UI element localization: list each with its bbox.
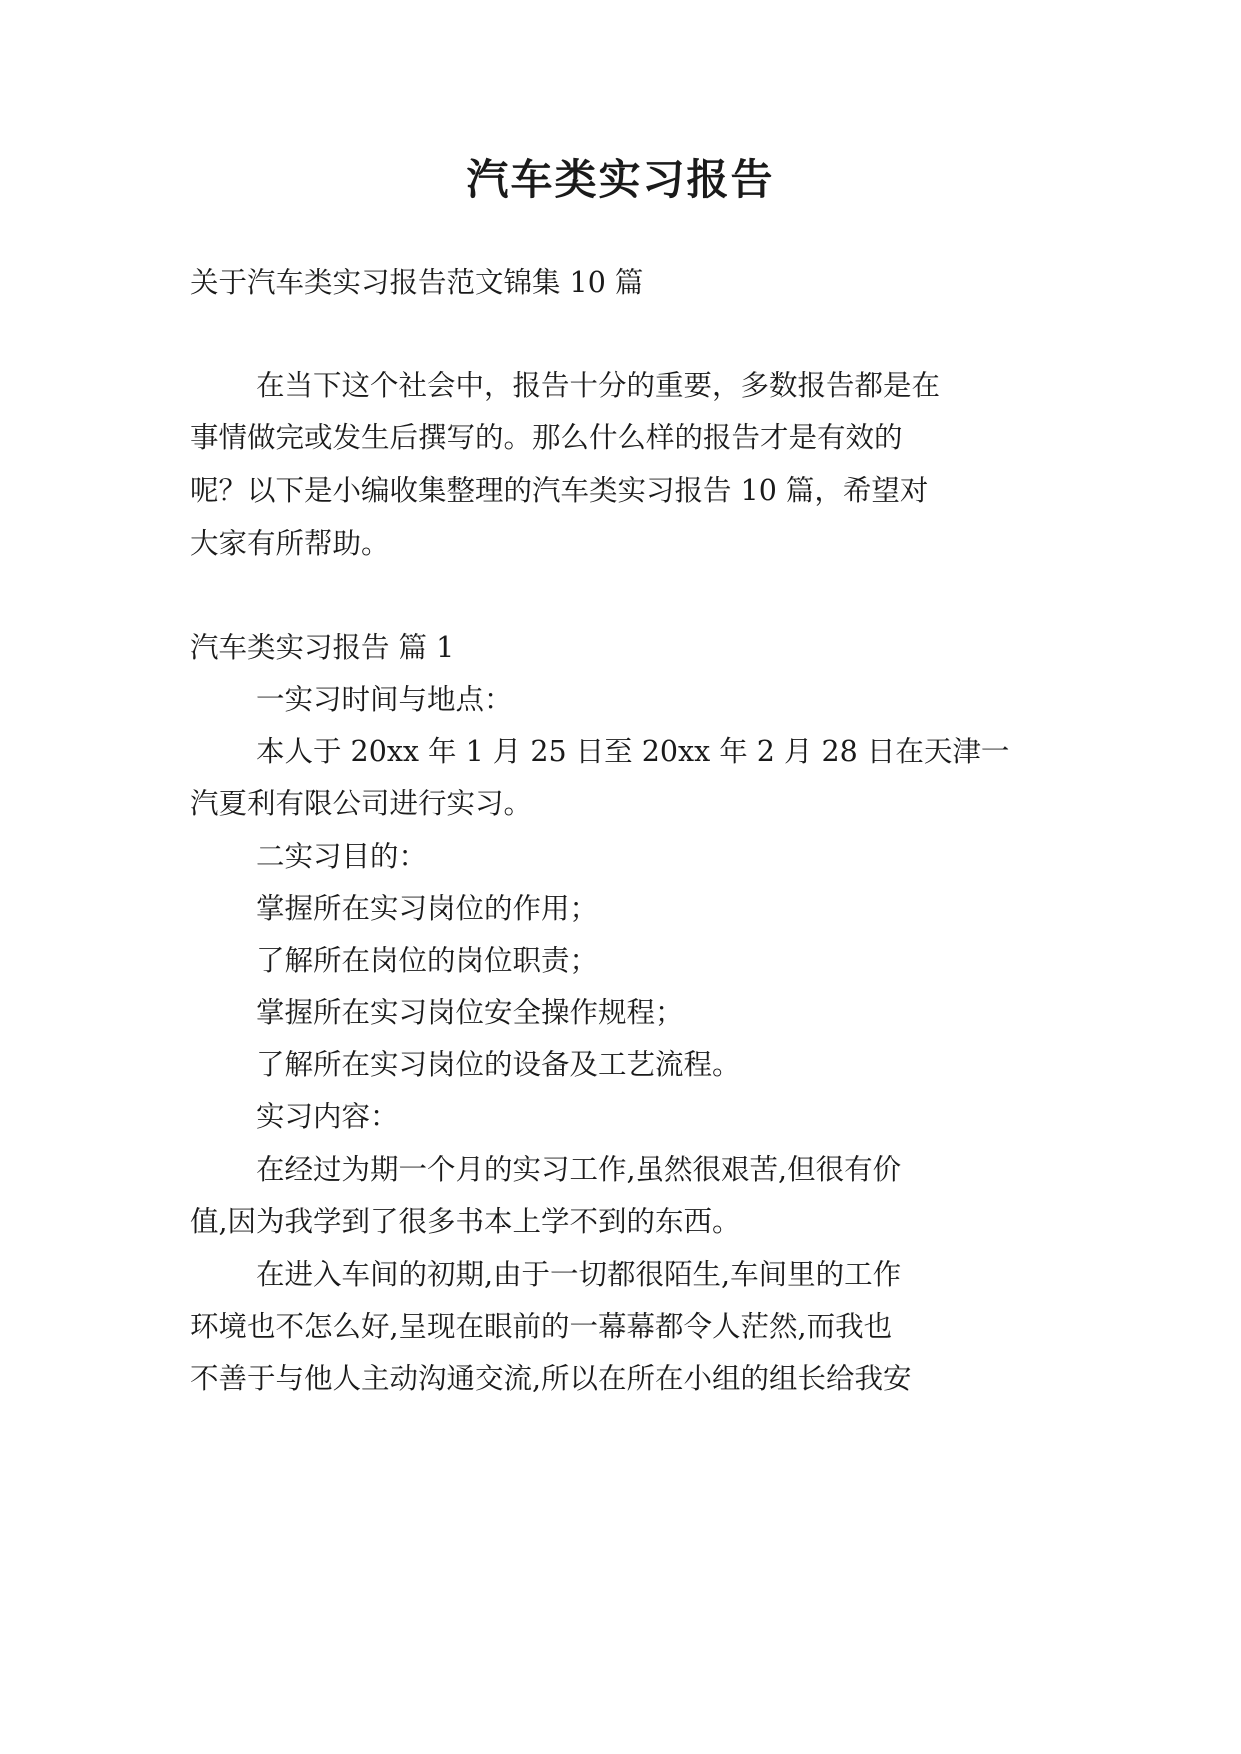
document-subtitle: 关于汽车类实习报告范文锦集 10 篇 bbox=[190, 266, 644, 299]
intro-paragraph-line: 大家有所帮助。 bbox=[190, 527, 390, 560]
section-heading: 汽车类实习报告 篇 1 bbox=[190, 631, 455, 664]
body-line: 在进入车间的初期,由于一切都很陌生,车间里的工作 bbox=[256, 1258, 902, 1291]
body-line: 二实习目的： bbox=[256, 840, 428, 873]
body-line: 掌握所在实习岗位安全操作规程； bbox=[256, 996, 684, 1029]
body-line: 不善于与他人主动沟通交流,所以在所在小组的组长给我安 bbox=[190, 1362, 912, 1395]
body-line: 了解所在实习岗位的设备及工艺流程。 bbox=[256, 1048, 741, 1081]
body-line: 一实习时间与地点： bbox=[256, 683, 513, 716]
body-line: 值,因为我学到了很多书本上学不到的东西。 bbox=[190, 1205, 741, 1238]
intro-paragraph-line: 在当下这个社会中，报告十分的重要，多数报告都是在 bbox=[256, 369, 941, 402]
intro-paragraph-line: 呢？以下是小编收集整理的汽车类实习报告 10 篇，希望对 bbox=[190, 474, 929, 507]
body-line: 掌握所在实习岗位的作用； bbox=[256, 892, 599, 925]
body-line: 汽夏利有限公司进行实习。 bbox=[190, 787, 533, 820]
body-line: 环境也不怎么好,呈现在眼前的一幕幕都令人茫然,而我也 bbox=[190, 1310, 893, 1343]
body-line: 在经过为期一个月的实习工作,虽然很艰苦,但很有价 bbox=[256, 1153, 902, 1186]
intro-paragraph-line: 事情做完或发生后撰写的。那么什么样的报告才是有效的 bbox=[190, 421, 903, 454]
body-line: 本人于 20xx 年 1 月 25 日至 20xx 年 2 月 28 日在天津一 bbox=[256, 735, 1010, 768]
body-line: 了解所在岗位的岗位职责； bbox=[256, 944, 599, 977]
body-line: 实习内容： bbox=[256, 1100, 399, 1133]
document-title: 汽车类实习报告 bbox=[466, 155, 775, 204]
